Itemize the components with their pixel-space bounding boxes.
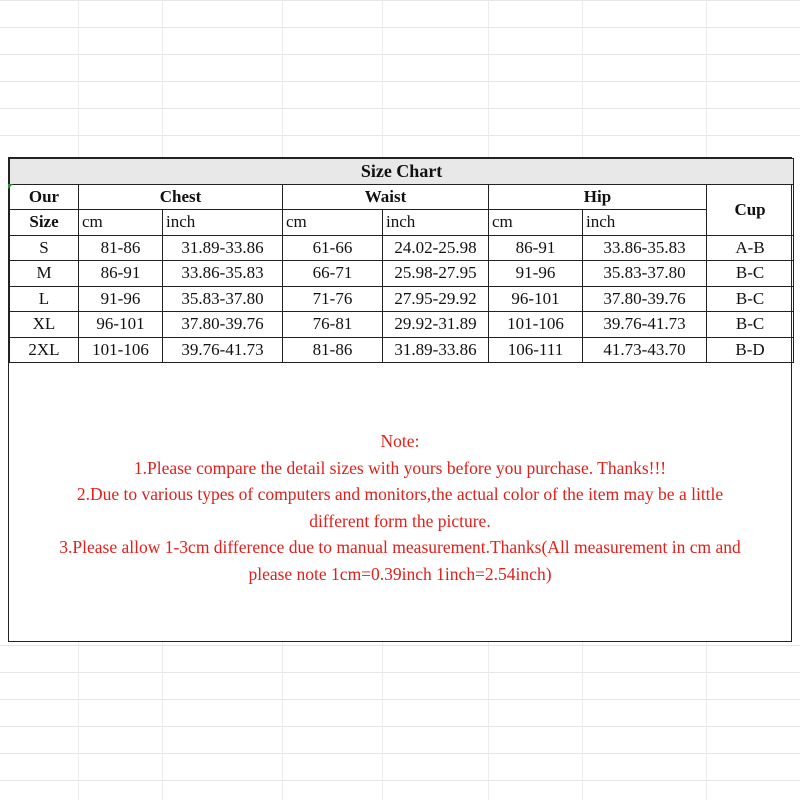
cell-chest-inch: 35.83-37.80 (163, 286, 283, 312)
cell-waist-cm: 81-86 (283, 337, 383, 363)
cell-waist-inch: 24.02-25.98 (383, 235, 489, 261)
cell-cup: B-C (707, 286, 794, 312)
cell-hip-inch: 35.83-37.80 (583, 261, 707, 287)
cell-hip-cm: 101-106 (489, 312, 583, 338)
header-chest: Chest (79, 184, 283, 210)
cell-chest-cm: 101-106 (79, 337, 163, 363)
cell-hip-cm: 106-111 (489, 337, 583, 363)
header-cup: Cup (707, 184, 794, 235)
size-chart-table (9, 158, 794, 363)
cell-hip-cm: 91-96 (489, 261, 583, 287)
cell-waist-cm: 61-66 (283, 235, 383, 261)
cell-hip-cm: 86-91 (489, 235, 583, 261)
cell-chest-inch: 33.86-35.83 (163, 261, 283, 287)
cell-waist-inch: 27.95-29.92 (383, 286, 489, 312)
cell-chest-cm: 81-86 (79, 235, 163, 261)
cell-hip-inch: 33.86-35.83 (583, 235, 707, 261)
cell-size: M (10, 261, 79, 287)
table-row (10, 235, 794, 261)
header-hip: Hip (489, 184, 707, 210)
cell-hip-inch: 39.76-41.73 (583, 312, 707, 338)
header-row-2 (10, 210, 794, 236)
title-row (10, 159, 794, 185)
cell-chest-cm: 96-101 (79, 312, 163, 338)
note-line: 2.Due to various types of computers and monitors,the actual color of the item may be a little (76, 484, 724, 504)
header-waist-cm: cm (283, 210, 383, 236)
header-chest-cm: cm (79, 210, 163, 236)
note-line: please note 1cm=0.39inch 1inch=2.54inch) (248, 563, 552, 584)
note-line: 3.Please allow 1-3cm difference due to manual measurement.Thanks(All measurement in cm and (59, 537, 741, 557)
cell-waist-inch: 25.98-27.95 (383, 261, 489, 287)
cell-hip-inch: 37.80-39.76 (583, 286, 707, 312)
cell-waist-cm: 76-81 (283, 312, 383, 338)
cell-size: S (10, 235, 79, 261)
size-chart-box (8, 157, 792, 642)
cell-chest-inch: 31.89-33.86 (163, 235, 283, 261)
cell-waist-inch: 29.92-31.89 (383, 312, 489, 338)
cell-cup: B-C (707, 261, 794, 287)
header-hip-inch: inch (583, 210, 707, 236)
note-line: 1.Please compare the detail sizes with yours before you purchase. Thanks!!! (133, 457, 667, 478)
cell-chest-inch: 37.80-39.76 (163, 312, 283, 338)
header-hip-cm: cm (489, 210, 583, 236)
header-chest-inch: inch (163, 210, 283, 236)
cell-cup: A-B (707, 235, 794, 261)
cell-chest-inch: 39.76-41.73 (163, 337, 283, 363)
notes-heading: Note: (380, 431, 420, 451)
table-row (10, 337, 794, 363)
table-row (10, 312, 794, 338)
cell-size: L (10, 286, 79, 312)
cell-cup: B-D (707, 337, 794, 363)
notes-block (9, 428, 791, 587)
cell-comment-marker-icon (8, 184, 13, 189)
cell-waist-cm: 66-71 (283, 261, 383, 287)
cell-waist-cm: 71-76 (283, 286, 383, 312)
table-row (10, 261, 794, 287)
cell-size: XL (10, 312, 79, 338)
header-waist-inch: inch (383, 210, 489, 236)
note-line: different form the picture. (309, 510, 491, 531)
header-size: Size (10, 210, 79, 236)
cell-waist-inch: 31.89-33.86 (383, 337, 489, 363)
cell-size: 2XL (10, 337, 79, 363)
cell-chest-cm: 86-91 (79, 261, 163, 287)
header-row-1 (10, 184, 794, 210)
header-waist: Waist (283, 184, 489, 210)
chart-title: Size Chart (10, 159, 794, 185)
cell-chest-cm: 91-96 (79, 286, 163, 312)
table-row (10, 286, 794, 312)
cell-hip-cm: 96-101 (489, 286, 583, 312)
cell-cup: B-C (707, 312, 794, 338)
header-our: Our (10, 184, 79, 210)
cell-hip-inch: 41.73-43.70 (583, 337, 707, 363)
